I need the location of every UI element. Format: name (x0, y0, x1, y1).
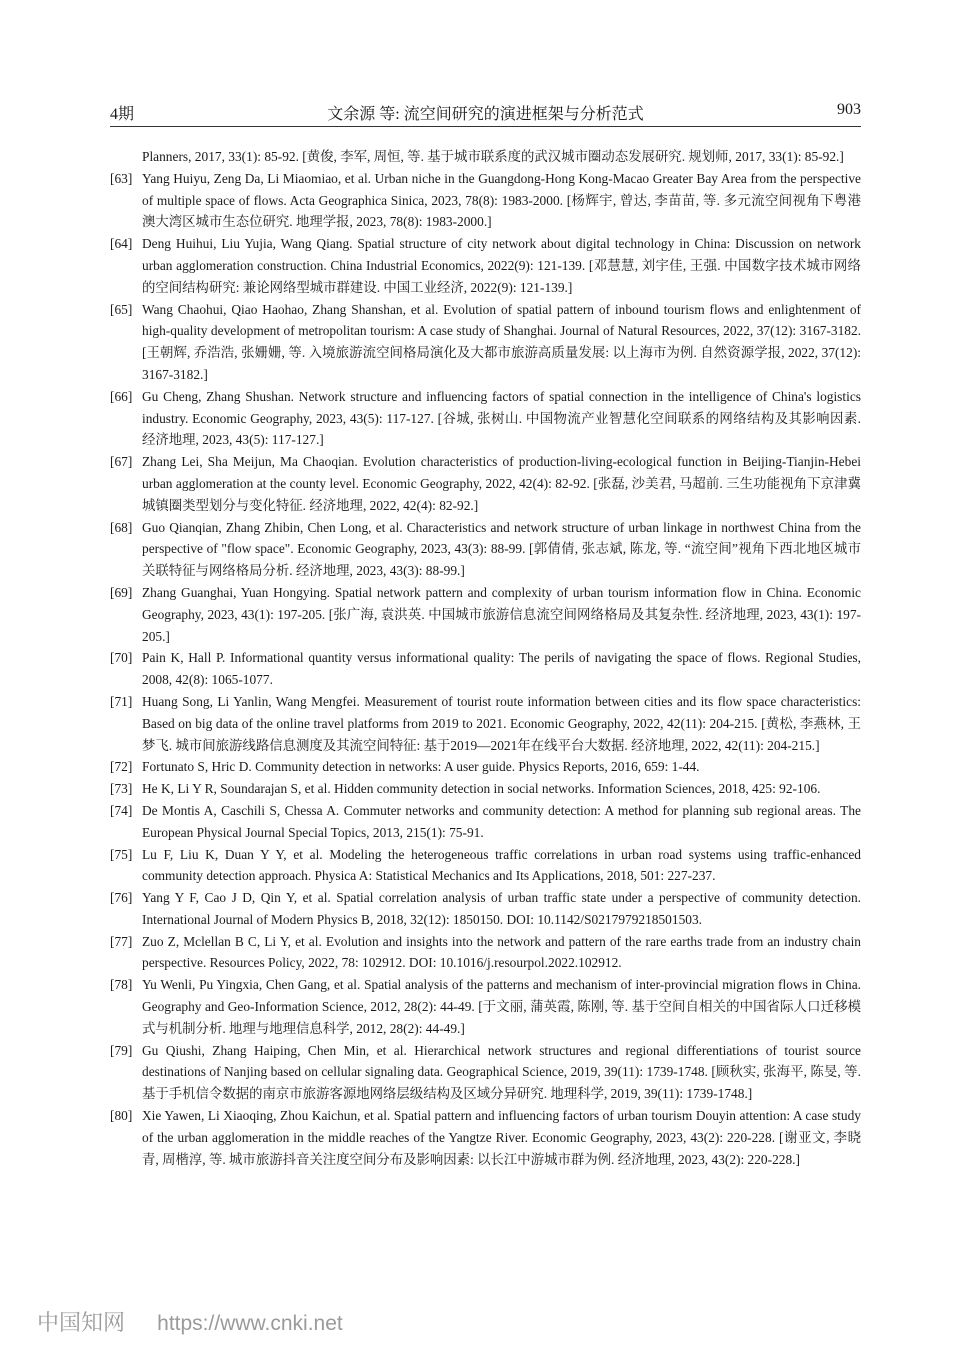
reference-number: [64] (110, 236, 133, 252)
reference-number: [67] (110, 454, 133, 470)
reference-number: [79] (110, 1042, 133, 1058)
reference-item (110, 517, 861, 582)
reference-item (110, 931, 861, 975)
reference-text: Gu Cheng, Zhang Shushan. Network structure and influencing factors of spatial connection in the intelligence of China's logistics industry. Economic Geography, 2023, 43(5): 117-127. [谷城, 张树山. 中国物流产业智慧化空间联系的网络结构及其影响因素. 经济地理, 2023, 43(5): 117-127.] (142, 388, 861, 448)
reference-item (110, 582, 861, 647)
reference-text: Huang Song, Li Yanlin, Wang Mengfei. Measurement of tourist route information between cities and its flow space characteristics: Based on big data of the online travel platforms from 2019 to 2021. Economic Geography, 2022, 42(11): 204-215. [黄松, 李燕林, 王梦飞. 城市间旅游线路信息测度及其流空间特征: 基于2019—2021年在线平台大数据. 经济地理, 2022, 42(11): 204-215.] (142, 693, 861, 753)
reference-item (110, 756, 861, 778)
reference-number: [78] (110, 977, 133, 993)
cnki-watermark (37, 1306, 343, 1337)
reference-number: [75] (110, 846, 133, 862)
reference-item (110, 844, 861, 888)
reference-item (110, 800, 861, 844)
reference-number: [69] (110, 584, 133, 600)
reference-text: Wang Chaohui, Qiao Haohao, Zhang Shanshan, et al. Evolution of spatial pattern of inbound tourism flows and enlightenment of high-quality development of metropolitan tourism: A case study of Shanghai. Journal of Natural Resources, 2022, 37(12): 3167-3182. [王朝辉, 乔浩浩, 张姗姗, 等. 入境旅游流空间格局演化及大都市旅游高质量发展: 以上海市为例. 自然资源学报, 2022, 37(12): 3167-3182.] (142, 301, 861, 382)
reference-item (110, 233, 861, 298)
reference-text: Gu Qiushi, Zhang Haiping, Chen Min, et al. Hierarchical network structures and regional differentiations of tourist source destinations of Nanjing based on cellular signaling data. Geographical Science, 2019, 39(11): 1739-1748. [顾秋实, 张海平, 陈旻, 等. 基于手机信令数据的南京市旅游客源地网络层级结构及区域分异研究. 地理科学, 2019, 39(11): 1739-1748.] (142, 1042, 861, 1102)
reference-item (110, 974, 861, 1039)
reference-text: Zuo Z, Mclellan B C, Li Y, et al. Evolution and insights into the network and pattern of the rare earths trade from an industry chain perspective. Resources Policy, 2022, 78: 102912. DOI: 10.1016/j.resourpol.2022.102912. (142, 933, 861, 971)
reference-text: Yang Huiyu, Zeng Da, Li Miaomiao, et al. Urban niche in the Guangdong-Hong Kong-Macao Greater Bay Area from the perspective of multiple space of flows. Acta Geographica Sinica, 2023, 78(8): 1983-2000. [杨辉宇, 曾达, 李苗苗, 等. 多元流空间视角下粤港澳大湾区城市生态位研究. 地理学报, 2023, 78(8): 1983-2000.] (142, 170, 861, 230)
reference-item (110, 168, 861, 233)
reference-text: Zhang Guanghai, Yuan Hongying. Spatial network pattern and complexity of urban tourism information flow in China. Economic Geography, 2023, 43(1): 197-205. [张广海, 袁洪英. 中国城市旅游信息流空间网络格局及其复杂性. 经济地理, 2023, 43(1): 197-205.] (142, 584, 861, 644)
reference-number: [77] (110, 933, 133, 949)
cnki-logo-text: 中国知网 (37, 1310, 126, 1335)
reference-item (110, 1040, 861, 1105)
reference-text: Zhang Lei, Sha Meijun, Ma Chaoqian. Evolution characteristics of production-living-ecological function in Beijing-Tianjin-Hebei urban agglomeration at the county level. Economic Geography, 2022, 42(4): 82-92. [张磊, 沙美君, 马超前. 三生功能视角下京津冀城镇圈类型划分与变化特征. 经济地理, 2022, 42(4): 82-92.] (142, 454, 861, 513)
issue-number: 4期 (110, 106, 135, 123)
reference-item (110, 386, 861, 451)
reference-item (110, 647, 861, 691)
reference-text: Yang Y F, Cao J D, Qin Y, et al. Spatial correlation analysis of urban traffic state under a perspective of community detection. International Journal of Modern Physics B, 2018, 32(12): 1850150. DOI: 10.1142/S0217979218501503. (142, 890, 861, 927)
reference-text: He K, Li Y R, Soundarajan S, et al. Hidden community detection in social networks. Information Sciences, 2018, 425: 92-106. (142, 781, 821, 797)
reference-number: [73] (110, 781, 133, 797)
reference-item (110, 451, 861, 516)
reference-text: Pain K, Hall P. Informational quantity versus informational quality: The perils of navigating the space of flows. Regional Studies, 2008, 42(8): 1065-1077. (142, 650, 861, 688)
reference-item (110, 778, 861, 800)
header-rule (110, 126, 861, 127)
reference-list (110, 146, 861, 1170)
reference-text: Xie Yawen, Li Xiaoqing, Zhou Kaichun, et al. Spatial pattern and influencing factors of urban tourism Douyin attention: A case study of the urban agglomeration in the middle reaches of the Yangtze River. Economic Geography, 2023, 43(2): 220-228. [谢亚文, 李晓青, 周楷淳, 等. 城市旅游抖音关注度空间分布及影响因素: 以长江中游城市群为例. 经济地理, 2023, 43(2): 220-228.] (142, 1108, 861, 1167)
reference-number: [63] (110, 170, 133, 186)
running-title: 文余源 等: 流空间研究的演进框架与分析范式 (327, 106, 644, 123)
reference-number: [76] (110, 890, 133, 906)
reference-text: Lu F, Liu K, Duan Y Y, et al. Modeling the heterogeneous traffic correlations in urban road systems using traffic-enhanced community detection approach. Physica A: Statistical Mechanics and Its Applications, 2018, 501: 227-237. (142, 846, 861, 884)
reference-number: [80] (110, 1108, 133, 1124)
reference-text: Guo Qianqian, Zhang Zhibin, Chen Long, et al. Characteristics and network structure of urban linkage in northwest China from the perspective of "flow space". Economic Geography, 2023, 43(3): 88-99. [郭倩倩, 张志斌, 陈龙, 等. “流空间”视角下西北地区城市关联特征与网络格局分析. 经济地理, 2023, 43(3): 88-99.] (142, 519, 861, 579)
reference-number: [68] (110, 519, 133, 535)
reference-item (110, 1105, 861, 1170)
reference-number: [74] (110, 802, 133, 818)
reference-number: [66] (110, 388, 133, 404)
reference-number: [65] (110, 301, 133, 317)
reference-text: Deng Huihui, Liu Yujia, Wang Qiang. Spatial structure of city network about digital technology in China: Discussion on network urban agglomeration construction. China Industrial Economics, 2022(9): 121-139. [邓慧慧, 刘宇佳, 王强. 中国数字技术城市网络的空间结构研究: 兼论网络型城市群建设. 中国工业经济, 2022(9): 121-139.] (142, 236, 861, 295)
reference-text: Fortunato S, Hric D. Community detection in networks: A user guide. Physics Reports, 2016, 659: 1-44. (142, 759, 700, 775)
reference-number: [70] (110, 650, 133, 666)
running-header (110, 101, 861, 125)
reference-item (110, 887, 861, 931)
reference-text: De Montis A, Caschili S, Chessa A. Commuter networks and community detection: A method for planning sub regional areas. The European Physical Journal Special Topics, 2013, 215(1): 75-91. (142, 802, 861, 840)
cnki-url: https://www.cnki.net (157, 1312, 343, 1335)
page-number: 903 (837, 101, 861, 118)
reference-number: [71] (110, 693, 133, 709)
reference-text: Yu Wenli, Pu Yingxia, Chen Gang, et al. Spatial analysis of the patterns and mechanism of inter-provincial migration flows in China. Geography and Geo-Information Science, 2012, 28(2): 44-49. [于文丽, 蒲英霞, 陈刚, 等. 基于空间自相关的中国省际人口迁移模式与机制分析. 地理与地理信息科学, 2012, 28(2): 44-49.] (142, 977, 861, 1036)
reference-number: [72] (110, 759, 133, 775)
reference-continuation: Planners, 2017, 33(1): 85-92. [黄俊, 李军, 周恒, 等. 基于城市联系度的武汉城市圈动态发展研究. 规划师, 2017, 33(1): 85-92.] (142, 149, 844, 164)
reference-item (110, 691, 861, 756)
reference-item (110, 299, 861, 386)
